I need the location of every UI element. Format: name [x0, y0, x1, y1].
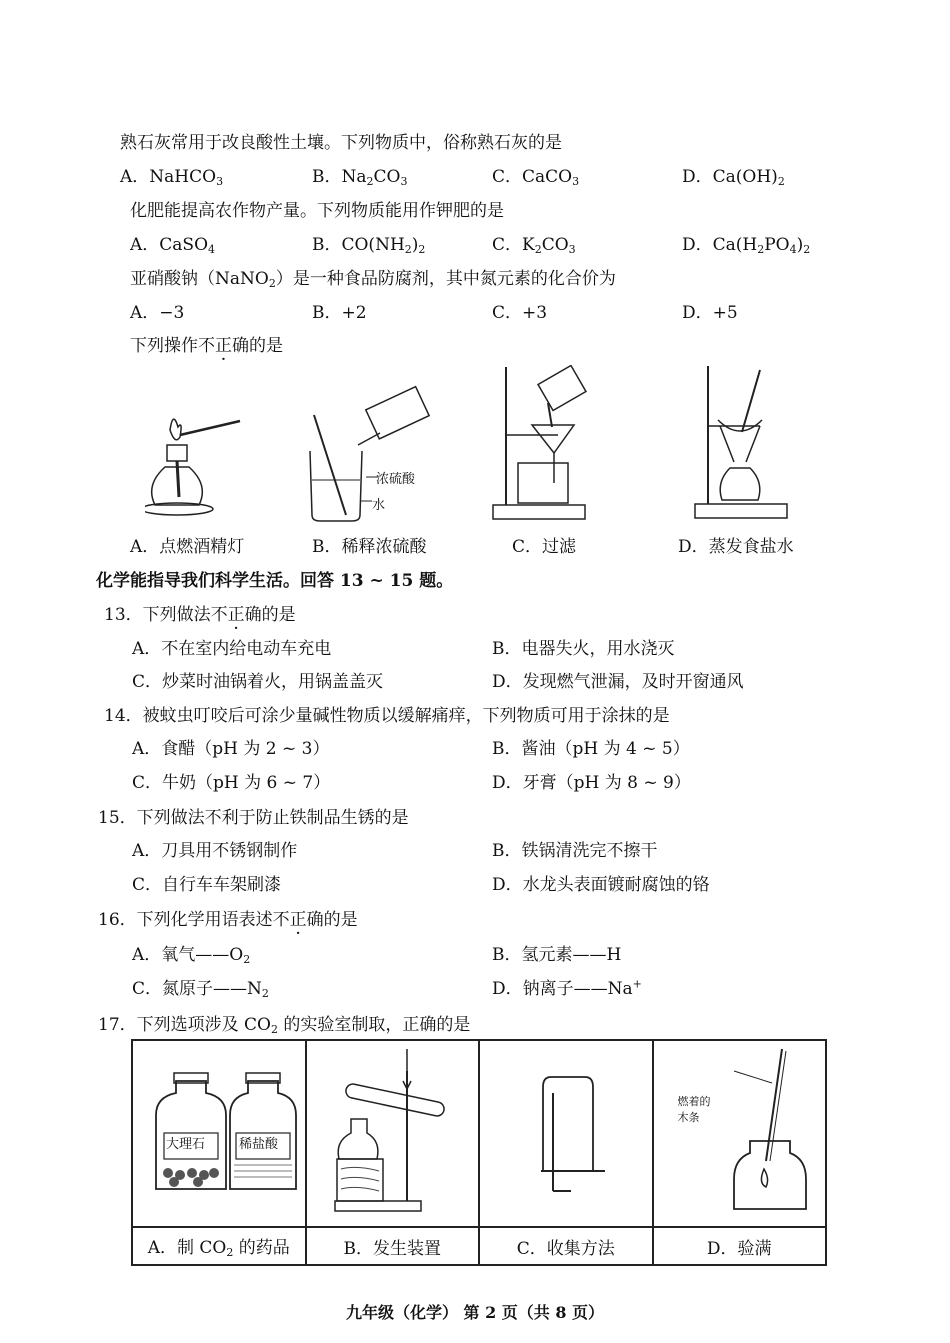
q15-stem: 15．下列做法不利于防止铁制品生锈的是: [98, 808, 409, 828]
dilute-sulfuric-acid-figure: [300, 385, 440, 525]
q10-option-b: B．$CO(NH_2)_2$: [312, 235, 426, 256]
q13-option-d: D．发现燃气泄漏，及时开窗通风: [492, 672, 744, 692]
q17-option-a: A．制 $CO_2$ 的药品: [132, 1227, 306, 1265]
q9-option-d: D．$Ca(OH)_2$: [682, 167, 785, 188]
q10-option-c: C．$K_2CO_3$: [492, 235, 576, 256]
q16-option-d: D．钠离子——Na+: [492, 977, 642, 999]
q15-option-c: C．自行车车架刷漆: [132, 875, 282, 895]
q9-option-b: B．$Na_2CO_3$: [312, 167, 408, 188]
collection-method-figure: [481, 1041, 651, 1221]
q11-option-a: A．−3: [130, 303, 185, 323]
q14-option-d: D．牙膏（pH 为 8 ~ 9）: [492, 773, 691, 793]
q17-option-b: B．发生装置: [306, 1227, 480, 1265]
label-water: 水: [372, 498, 386, 513]
q13-option-a: A．不在室内给电动车充电: [132, 639, 332, 659]
q15-option-a: A．刀具用不锈钢制作: [132, 841, 298, 861]
generation-apparatus-figure: [307, 1041, 477, 1221]
q16-option-b: B．氢元素——H: [492, 945, 622, 965]
q16-option-c: C．氮原子$——N_2$: [132, 979, 269, 1000]
q9-option-a: A．NaHCO$_3$: [120, 167, 224, 188]
q17-cell-collection: [479, 1040, 653, 1227]
section-header: 化学能指导我们科学生活。回答 13 ~ 15 题。: [96, 571, 454, 591]
q10-stem: 化肥能提高农作物产量。下列物质能用作钾肥的是: [130, 201, 504, 221]
label-conc-sulfuric-acid: 浓硫酸: [376, 472, 416, 487]
q11-stem: 亚硝酸钠（NaNO$_2$）是一种食品防腐剂，其中氮元素的化合价为: [130, 269, 616, 290]
reagent-bottles-figure: [134, 1041, 304, 1221]
q13-stem: 13．下列做法不正确的是: [104, 605, 296, 625]
q17-options-table: [131, 1039, 827, 1266]
q14-option-b: B．酱油（pH 为 4 ~ 5）: [492, 739, 690, 759]
q10-option-d: D．$Ca(H_2PO_4)_2$: [682, 235, 811, 256]
q12-option-b: B．稀释浓硫酸: [312, 537, 427, 557]
q11-option-c: C．+3: [492, 303, 548, 323]
q12-option-d: D．蒸发食盐水: [678, 537, 794, 557]
q17-cell-full-test: [653, 1040, 827, 1227]
label-marble: 大理石: [166, 1137, 206, 1152]
q14-option-c: C．牛奶（pH 为 6 ~ 7）: [132, 773, 331, 793]
q13-option-b: B．电器失火，用水浇灭: [492, 639, 675, 659]
evaporation-figure: [690, 362, 800, 524]
q14-stem: 14．被蚊虫叮咬后可涂少量碱性物质以缓解痛痒，下列物质可用于涂抹的是: [104, 706, 670, 726]
q17-stem: 17．下列选项涉及 $CO_2$ 的实验室制取，正确的是: [98, 1015, 471, 1036]
q11-option-d: D．+5: [682, 303, 738, 323]
q14-option-a: A．食醋（pH 为 2 ~ 3）: [132, 739, 330, 759]
page-footer: 九年级（化学） 第 2 页（共 8 页）: [345, 1303, 605, 1322]
q11-option-b: B．+2: [312, 303, 367, 323]
q9-stem: 熟石灰常用于改良酸性土壤。下列物质中，俗称熟石灰的是: [120, 133, 562, 153]
q13-option-c: C．炒菜时油锅着火，用锅盖盖灭: [132, 672, 384, 692]
label-burning-stick-2: 木条: [677, 1111, 700, 1124]
q10-option-a: A．CaSO$_4$: [130, 235, 216, 256]
q16-option-a: A．氧气$——O_2$: [132, 945, 251, 966]
alcohol-lamp-lighting-figure: [145, 405, 255, 520]
q17-cell-apparatus: [306, 1040, 480, 1227]
q17-option-d: D．验满: [653, 1227, 827, 1265]
q12-option-a: A．点燃酒精灯: [130, 537, 245, 557]
q16-stem: 16．下列化学用语表述不正确的是: [98, 910, 358, 930]
q15-option-b: B．铁锅清洗完不擦干: [492, 841, 658, 861]
filtration-figure: [488, 365, 598, 525]
full-test-figure: [654, 1041, 824, 1221]
label-burning-stick-1: 燃着的: [677, 1095, 711, 1108]
q12-stem: 下列操作不正确的是: [130, 336, 283, 356]
label-dilute-hcl: 稀盐酸: [239, 1137, 279, 1152]
q9-option-c: C．CaCO$_3$: [492, 167, 580, 188]
q15-option-d: D．水龙头表面镀耐腐蚀的铬: [492, 875, 710, 895]
q12-option-c: C．过滤: [512, 537, 577, 557]
q17-option-c: C．收集方法: [479, 1227, 653, 1265]
q17-cell-reagents: [132, 1040, 306, 1227]
